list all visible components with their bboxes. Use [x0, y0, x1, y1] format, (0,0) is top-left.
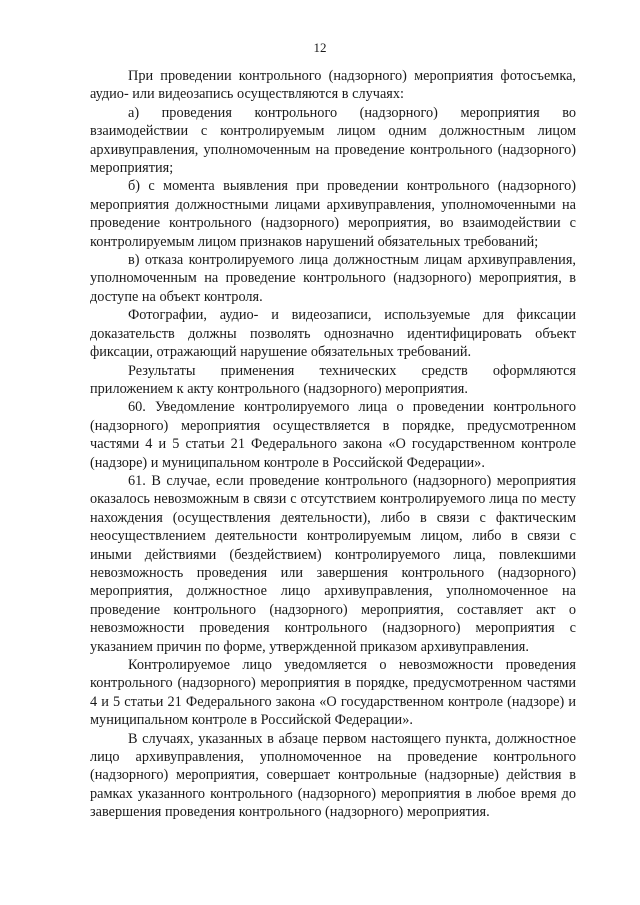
paragraph-case-a: а) проведения контрольного (надзорного) мероприятия во взаимодействии с контролируемым лицом одним должностным лицом архивуправления, уполномоченным на проведение контрольного (надзорного) мероприятия; [90, 104, 576, 177]
paragraph-case-v: в) отказа контролируемого лица должностным лицам архивуправления, уполномоченным на проведение контрольного (надзорного) мероприятия, в доступе на объект контроля. [90, 252, 576, 305]
paragraph-photos: Фотографии, аудио- и видеозаписи, используемые для фиксации доказательств должны позволять однозначно идентифицировать объект фиксации, отражающий нарушение обязательных требований. [90, 307, 576, 361]
paragraph-intro: При проведении контрольного (надзорного) мероприятия фотосъемка, аудио- или видеозапись осуществляются в случаях: [90, 68, 576, 103]
paragraph-item-60: 60. Уведомление контролируемого лица о проведении контрольного (надзорного) мероприятия осуществляется в порядке, предусмотренном частями 4 и 5 статьи 21 Федерального закона «О государственном контроле (надзоре) и муниципальном контроле в Российской Федерации». [90, 399, 576, 471]
paragraph-case-b: б) с момента выявления при проведении контрольного (надзорного) мероприятия должностными лицами архивуправления, уполномоченными на проведение контрольного (надзорного) мероприятия, во взаимодействии с контролируемым лицом признаков нарушений обязательных требований; [90, 178, 576, 250]
paragraph-cases: В случаях, указанных в абзаце первом настоящего пункта, должностное лицо архивуправления, уполномоченное на проведение контрольного (надзорного) мероприятия, совершает контрольные (надзорные) действия в рамках указанного контрольного (надзорного) мероприятия в любое время до завершения проведения контрольного (надзорного) мероприятия. [90, 730, 576, 821]
paragraph-notification: Контролируемое лицо уведомляется о невозможности проведения контрольного (надзорного) мероприятия в порядке, предусмотренном частями 4 и 5 статьи 21 Федерального закона «О государственном контроле (надзоре) и муниципальном контроле в Российской Федерации». [90, 657, 576, 729]
paragraph-results: Результаты применения технических средств оформляются приложением к акту контрольного (надзорного) мероприятия. [90, 362, 576, 397]
document-body [90, 67, 576, 822]
page-number: 12 [313, 40, 327, 55]
paragraph-item-61: 61. В случае, если проведение контрольного (надзорного) мероприятия оказалось невозможным в связи с отсутствием контролируемого лица по месту нахождения (осуществления деятельности), либо в связи с фактическим неосуществлением деятельности контролируемым лицом, либо в связи с иными действиями (бездействием) контролируемого лица, повлекшими невозможность проведения или завершения контрольного (надзорного) мероприятия, должностное лицо архивуправления, уполномоченное на проведение контрольного (надзорного) мероприятия, составляет акт о невозможности проведения контрольного (надзорного) мероприятия с указанием причин по форме, утвержденной приказом архивуправления. [90, 472, 576, 655]
